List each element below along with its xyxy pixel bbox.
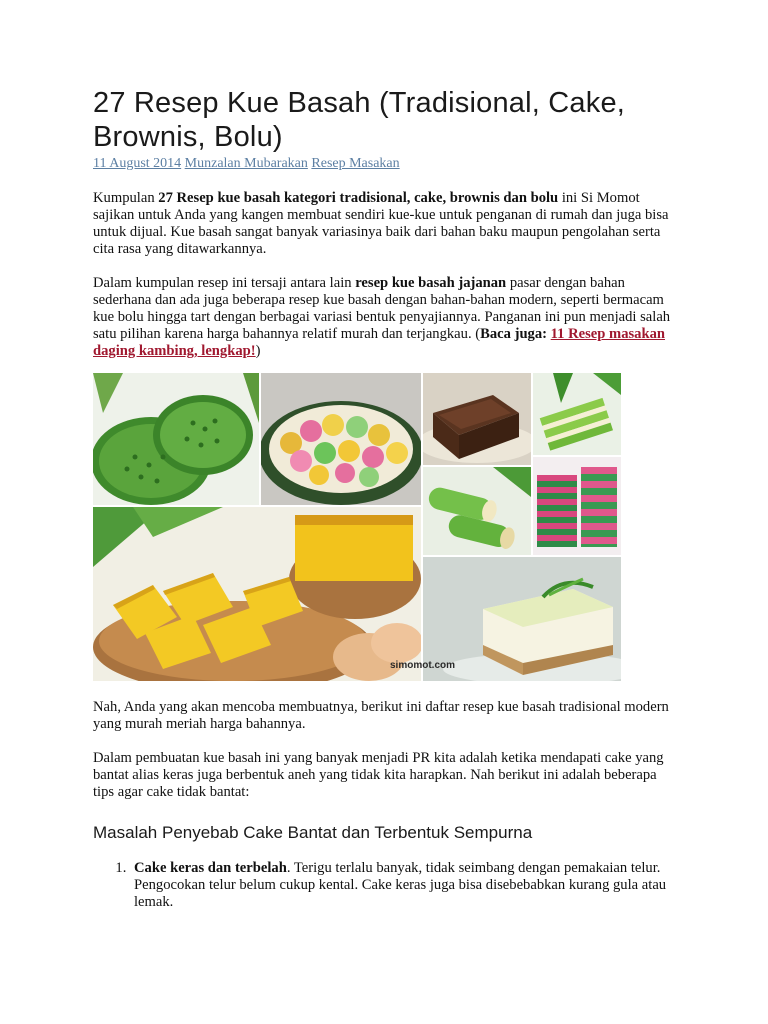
intro-text-end: ini Si Momot sajikan untuk Anda yang kangen membuat sendiri kue-kue untuk penganan di rumah dan juga bisa untuk dijual. Kue basah sangat banyak variasinya baik dari bahan baku maupun pengolahan serta cita rasa yang ditawarkannya.: [93, 190, 669, 257]
recipe-collage-image: [93, 373, 621, 681]
paragraph-2: [93, 275, 678, 360]
p2-close: ): [255, 343, 261, 359]
article-title: 27 Resep Kue Basah (Tradisional, Cake, Brownis, Bolu): [93, 87, 626, 153]
post-date-link[interactable]: 11 August 2014: [93, 156, 182, 171]
intro-text-start: Kumpulan: [93, 190, 159, 206]
post-meta: [93, 155, 678, 173]
baca-juga-label: Baca juga:: [480, 326, 551, 342]
list-item: [130, 860, 678, 911]
pink-layer-cake-photo: [533, 457, 621, 555]
author-link[interactable]: Munzalan Mubarakan: [184, 156, 308, 171]
bika-ambon-photo: [93, 507, 421, 681]
layer-cake-photo: [533, 373, 621, 455]
colorful-cake-photo: [261, 373, 421, 505]
p2-bold: resep kue basah jajanan: [355, 275, 507, 291]
paragraph-3: Nah, Anda yang akan mencoba membuatnya, berikut ini daftar resep kue basah tradisional modern yang murah meriah harga bahannya.: [93, 699, 669, 732]
list-item-bold: Cake keras dan terbelah: [134, 860, 287, 876]
list-item-text: . Terigu terlalu banyak, tidak seimbang dengan pemakaian telur. Pengocokan telur belum cukup kental. Cake keras juga bisa disebebabkan kurang gula atau lemak.: [134, 860, 667, 910]
rolled-crepe-photo: [423, 467, 531, 555]
brownies-photo: [423, 373, 531, 465]
green-cake-photo: [93, 373, 259, 505]
intro-bold: 27 Resep kue basah kategori tradisional, cake, brownis dan bolu: [158, 190, 559, 206]
paragraph-4: Dalam pembuatan kue basah ini yang banyak menjadi PR kita adalah ketika mendapati cake yang bantat alias keras juga berbentuk aneh yang tidak kita harapkan. Nah berikut ini adalah beberapa tips agar cake tidak bantat:: [93, 750, 664, 800]
related-recipe-link[interactable]: 11 Resep masakan daging kambing, lengkap!: [93, 326, 666, 359]
p2-text-mid: pasar dengan bahan sederhana dan ada juga beberapa resep kue basah dengan bahan-bahan modern, seperti bermacam kue bolu hingga tart dengan berbagai variasi bentuk penyajiannya. Panganan ini pun menjadi salah satu pilihan karena harga bahannya relatif murah dan terjangkau. (: [93, 275, 671, 342]
p2-text-start: Dalam kumpulan resep ini tersaji antara lain: [93, 275, 356, 291]
category-link[interactable]: Resep Masakan: [311, 156, 400, 171]
intro-paragraph: [93, 190, 678, 258]
tips-list: [93, 860, 678, 911]
section-heading: Masalah Penyebab Cake Bantat dan Terbentuk Sempurna: [93, 823, 533, 842]
image-watermark: simomot.com: [390, 660, 456, 671]
article: [93, 86, 678, 911]
